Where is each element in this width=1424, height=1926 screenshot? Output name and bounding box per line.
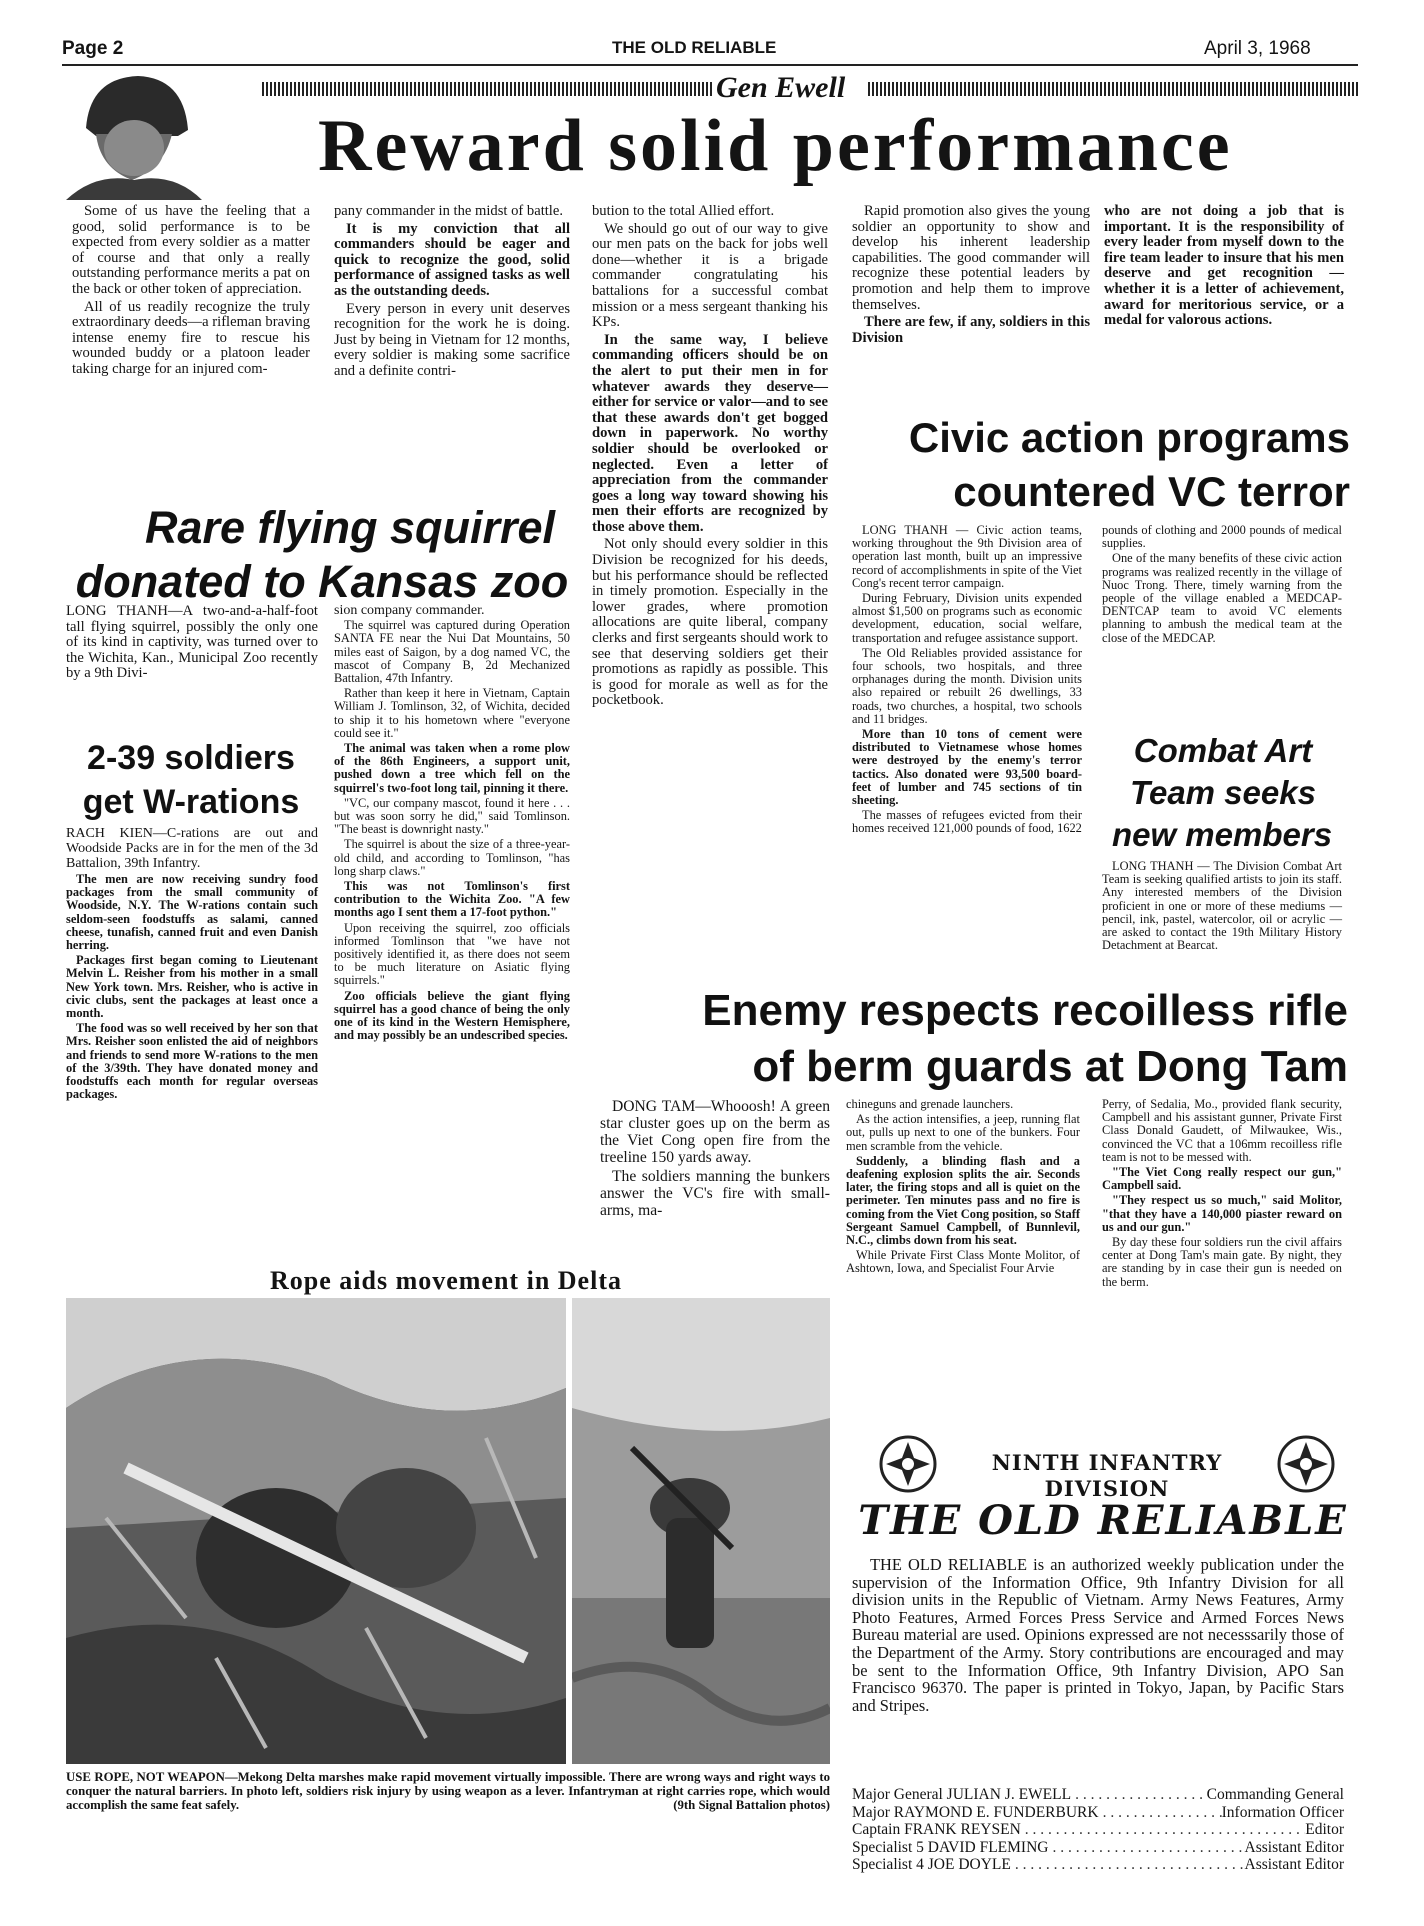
editorial-column-1 [72,204,310,380]
paper-name: THE OLD RELIABLE [612,38,777,57]
soldiers-lever-photo [66,1298,566,1764]
staff-row: Specialist 5 DAVID FLEMING . . . Assistant Editor [852,1839,1344,1857]
squirrel-column-2 [334,604,570,1045]
masthead-division: NINTH INFANTRY DIVISION [991,1450,1223,1501]
staff-row: Specialist 4 JOE DOYLE . . . Assistant Editor [852,1856,1344,1874]
paragraph: "They respect us so much," said Molitor, "that they have a 140,000 piaster reward on us and our gun." [1102,1193,1342,1234]
paragraph: pounds of clothing and 2000 pounds of medical supplies. [1102,523,1342,551]
civic-headline-line-1: Civic action programs [908,414,1350,461]
editorial-column-5 [1104,204,1344,331]
paragraph: The masses of refugees evicted from their homes received 121,000 pounds of food, 1622 [852,808,1082,836]
paragraph: The men are now receiving sundry food packages from the small community of Woodside, N.Y. The W-rations contain such seldom-seen foodstuffs as salami, canned cheese, tunafish, canned fruit and even Danish herring. [66,872,318,953]
paragraph: LONG THANH — Civic action teams, working throughout the 9th Division area of operation last month, built up an impressive record of accomplishments in spite of the Viet Cong's recent terror campaign. [852,523,1082,590]
photo-credit: (9th Signal Battalion photos) [673,1798,830,1813]
paragraph: By day these four soldiers run the civil affairs center at Dong Tam's main gate. By night, they are standing by in case their gun is needed on the berm. [1102,1235,1342,1289]
issue-date: April 3, 1968 [1204,38,1311,59]
civic-column-1 [852,524,1082,838]
paragraph: The soldiers manning the bunkers answer the VC's fire with small-arms, ma- [600,1168,830,1219]
paragraph: The Old Reliables provided assistance for four schools, two hospitals, and three orphanages during the month. Division units also repaired or rebuilt 26 dwellings, 33 roads, two churches, a hospital, two schools and 11 bridges. [852,645,1082,726]
paragraph: The squirrel is about the size of a three-year-old child, and according to Tomlinson, "has long sharp claws." [334,837,570,878]
editorial-headline: Reward solid performance [318,105,1233,187]
paragraph: chineguns and grenade launchers. [846,1097,1014,1111]
art-headline-line-2: Team seeks [1130,774,1316,811]
wrations-headline-line-1: 2-39 soldiers [87,739,295,777]
paragraph: Zoo officials believe the giant flying squirrel has a good chance of being the only one of its kind in the Western Hemisphere, and may possibly be an undescribed species. [334,988,570,1043]
art-headline-line-3: new members [1111,816,1333,853]
paragraph: The squirrel was captured during Operation SANTA FE near the Nui Dat Mountains, 50 miles east of Saigon, by a dog named VC, the mascot of Company B, 2d Mechanized Battalion, 47th Infantry. [334,618,570,686]
paragraph: Suddenly, a blinding flash and a deafening explosion splits the air. Seconds later, the firing stops and all is quiet on the perimeter. Ten minutes pass and no fire is coming from the Viet Cong position, so Staff Sergeant Samuel Campbell, of Bunnlevil, N.C., climbs down from his seat. [846,1153,1080,1248]
header-rule [62,64,1358,66]
squirrel-headline-line-2: donated to Kansas zoo [75,556,569,607]
staff-row: Major General JULIAN J. EWELL . . . Commanding General [852,1786,1344,1804]
editorial-column-4 [852,204,1090,348]
wrations-body [66,826,318,1103]
paragraph: Every person in every unit deserves recognition for the work he is doing. Just by being in Vietnam for 12 months, every soldier is making some sacrifice and a definite contri- [334,300,570,379]
editorial-column-3 [592,204,828,711]
paragraph: As the action intensifies, a jeep, running flat out, pulls up next to one of the bunkers. Four men scramble from the vehicle. [846,1112,1080,1153]
page-number: Page 2 [62,38,124,59]
paragraph: Not only should every soldier in this Division be recognized for his deeds, but his performance should be reflected in timely promotion. Especially in the lower grades, where promotion allocations are quite liberal, company clerks and first sergeants should work to see that deserving soldiers get their promotions as rapidly as possible. This is good for morale as well as for the pocketbook. [592,536,828,709]
squirrel-column-1 [66,604,318,684]
byline-rule-right [868,82,1358,96]
paragraph: It is my conviction that all commanders should be eager and quick to recognize the good, solid performance of assigned tasks as well as the outstanding deeds. [334,220,570,299]
paragraph: During February, Division units expended almost $1,500 on programs such as economic development, education, social welfare, transportation and refugee assistance support. [852,591,1082,645]
paragraph: Upon receiving the squirrel, zoo officials informed Tomlinson that "we have not positively identified it, as there does not seem to be much literature on Asiatic flying squirrels." [334,920,570,988]
paragraph: One of the many benefits of these civic action programs was realized recently in the village of Nuoc Trong. There, timely warning from the people of the village enabled a MEDCAP-DENTCAP team to avoid VC elements planning to ambush the medical team at the close of the MEDCAP. [1102,551,1342,645]
civic-headline-line-2: countered VC terror [953,468,1350,515]
paragraph: DONG TAM—Whooosh! A green star cluster goes up on the berm as the Viet Cong open fire from the treeline 150 yards away. [600,1098,830,1166]
byline-rule-left [262,82,714,96]
paragraph: pany commander in the midst of battle. [334,203,563,219]
art-headline-line-1: Combat Art [1133,732,1313,769]
masthead-statement [852,1556,1344,1714]
division-insignia-right-icon [1276,1434,1336,1494]
civic-column-2 [1102,524,1342,647]
caption-text: USE ROPE, NOT WEAPON—Mekong Delta marshes make rapid movement virtually impossible. There are wrong ways and right ways to conquer the natural barriers. In photo left, soldiers risk injury by using weapon as a lever. Infantryman at right carries rope, which would accomplish the same feat safely. [66,1770,830,1813]
paragraph: "The Viet Cong really respect our gun," Campbell said. [1102,1165,1342,1193]
art-body [1102,860,1342,954]
paragraph: who are not doing a job that is important. It is the responsibility of every leader from myself down to the fire team leader to insure that his men deserve and get recognition — whether it is a letter of achievement, award for meritorious service, or a medal for valorous actions. [1104,203,1344,329]
general-portrait-photo [66,68,202,200]
paragraph: Rather than keep it here in Vietnam, Captain William J. Tomlinson, 32, of Wichita, decided to ship it to his hometown where "everyone could see it." [334,686,570,740]
paragraph: The food was so well received by her son that Mrs. Reisher soon enlisted the aid of neighbors and friends to send more W-rations to the men of the 3/39th. They have donated money and foodstuffs each month for regular overseas packages. [66,1021,318,1102]
paragraph: bution to the total Allied effort. [592,203,775,219]
squirrel-headline-line-1: Rare flying squirrel [144,502,556,553]
paragraph: Packages first began coming to Lieutenant Melvin L. Reisher from his mother in a small New York town. Mrs. Reisher, who is active in civic clubs, sent the packages at least once a month. [66,953,318,1021]
staff-row: Captain FRANK REYSEN . . . Editor [852,1821,1344,1839]
paragraph: The animal was taken when a rome plow of the 86th Engineers, a support unit, pushed down a tree which fell on the squirrel's two-foot long tail, pinning it there. [334,741,570,795]
rifle-headline-line-2: of berm guards at Dong Tam [752,1042,1348,1091]
paragraph: In the same way, I believe commanding officers should be on the alert to put their men in for whatever awards they deserve—either for service or valor—and to see that these awards don't get bogged down in paperwork. No worthy soldier should be overlooked or neglected. Even a letter of appreciation from the commander goes a long way toward showing his men their efforts are recognized by those above them. [592,331,828,535]
paragraph: "VC, our company mascot, found it here . . . but was soon sorry he did," said Tomlinson. "The beast is downright nasty." [334,795,570,837]
editorial-byline: Gen Ewell [716,71,846,104]
paragraph: RACH KIEN—C-rations are out and Woodside Packs are in for the men of the 3d Battalion, 39th Infantry. [66,826,318,871]
masthead-title: THE OLD RELIABLE [858,1497,1348,1544]
paragraph: LONG THANH—A two-and-a-half-foot tall flying squirrel, possibly the only one of its kind in captivity, was turned over to the Wichita, Kan., Municipal Zoo recently by a 9th Divi- [66,603,318,682]
paragraph: Rapid promotion also gives the young soldier an opportunity to show and develop his inherent leadership capabilities. The good commander will recognize these potential leaders by promotion and help them to improve themselves. [852,203,1090,313]
paragraph: There are few, if any, soldiers in this Division [852,314,1090,346]
staff-list [852,1786,1344,1874]
paragraph: All of us readily recognize the truly extraordinary deeds—a rifleman braving intense enemy fire to rescue his wounded buddy or a platoon leader taking charge for an injured com- [72,298,310,377]
editorial-column-2 [334,204,570,382]
division-insignia-left-icon [878,1434,938,1494]
paragraph: More than 10 tons of cement were distributed to Vietnamese whose homes were destroyed by the enemy's terror tactics. Also donated were 93,500 board-feet of lumber and 745 sections of tin sheeting. [852,727,1082,808]
rifle-headline-line-1: Enemy respects recoilless rifle [702,986,1348,1035]
infantryman-rope-photo [572,1298,830,1764]
rope-headline: Rope aids movement in Delta [270,1266,622,1295]
paragraph: This was not Tomlinson's first contribution to the Wichita Zoo. "A few months ago I sent them a 17-foot python." [334,879,570,920]
masthead-body: is an authorized weekly publication under the supervision of the Information Office, 9th Infantry Division for all division units in the Republic of Vietnam. Army News Features, Army Photo Features, Armed Forces Press Service and Armed Forces News Bureau material are used. Opinions expressed are not necesssarily those of the Department of the Army. Story contributions are encouraged and may be sent to the Information Office, 9th Infantry Division, APO San Francisco 96370. The paper is printed in Tokyo, Japan, by Pacific Stars and Stripes. [852,1555,1344,1715]
paragraph: While Private First Class Monte Molitor, of Ashtown, Iowa, and Specialist Four Arvie [846,1248,1080,1276]
staff-row: Major RAYMOND E. FUNDERBURK . . . Information Officer [852,1804,1344,1822]
rifle-column-3 [1102,1098,1342,1291]
photo-caption [66,1770,830,1813]
paragraph: Perry, of Sedalia, Mo., provided flank security, Campbell and his assistant gunner, Private First Class Donald Gaudett, of Milwaukee, Wis., convinced the VC that a 106mm recoilless rifle team is not to be messed with. [1102,1097,1342,1164]
masthead-lead: THE OLD RELIABLE [870,1555,1028,1574]
rifle-column-1 [600,1098,830,1221]
rifle-column-2 [846,1098,1080,1278]
paragraph: Some of us have the feeling that a good, solid performance is to be expected from every soldier as a matter of course and that only a really outstanding performance merits a pat on the back or other token of appreciation. [72,203,310,297]
paragraph: sion company commander. [334,603,485,618]
paragraph: LONG THANH — The Division Combat Art Team is seeking qualified artists to join its staff. Any interested members of the Division proficient in one or more of these mediums — pencil, ink, pastel, watercolor, oil or acrylic — are asked to contact the 19th Military History Detachment at Bearcat. [1102,859,1342,953]
wrations-headline-line-2: get W-rations [82,783,300,821]
paragraph: We should go out of our way to give our men pats on the back for jobs well done—whether it is a brigade commander congratulating his battalions for a successful combat mission or a mess sergeant thanking his KPs. [592,220,828,331]
